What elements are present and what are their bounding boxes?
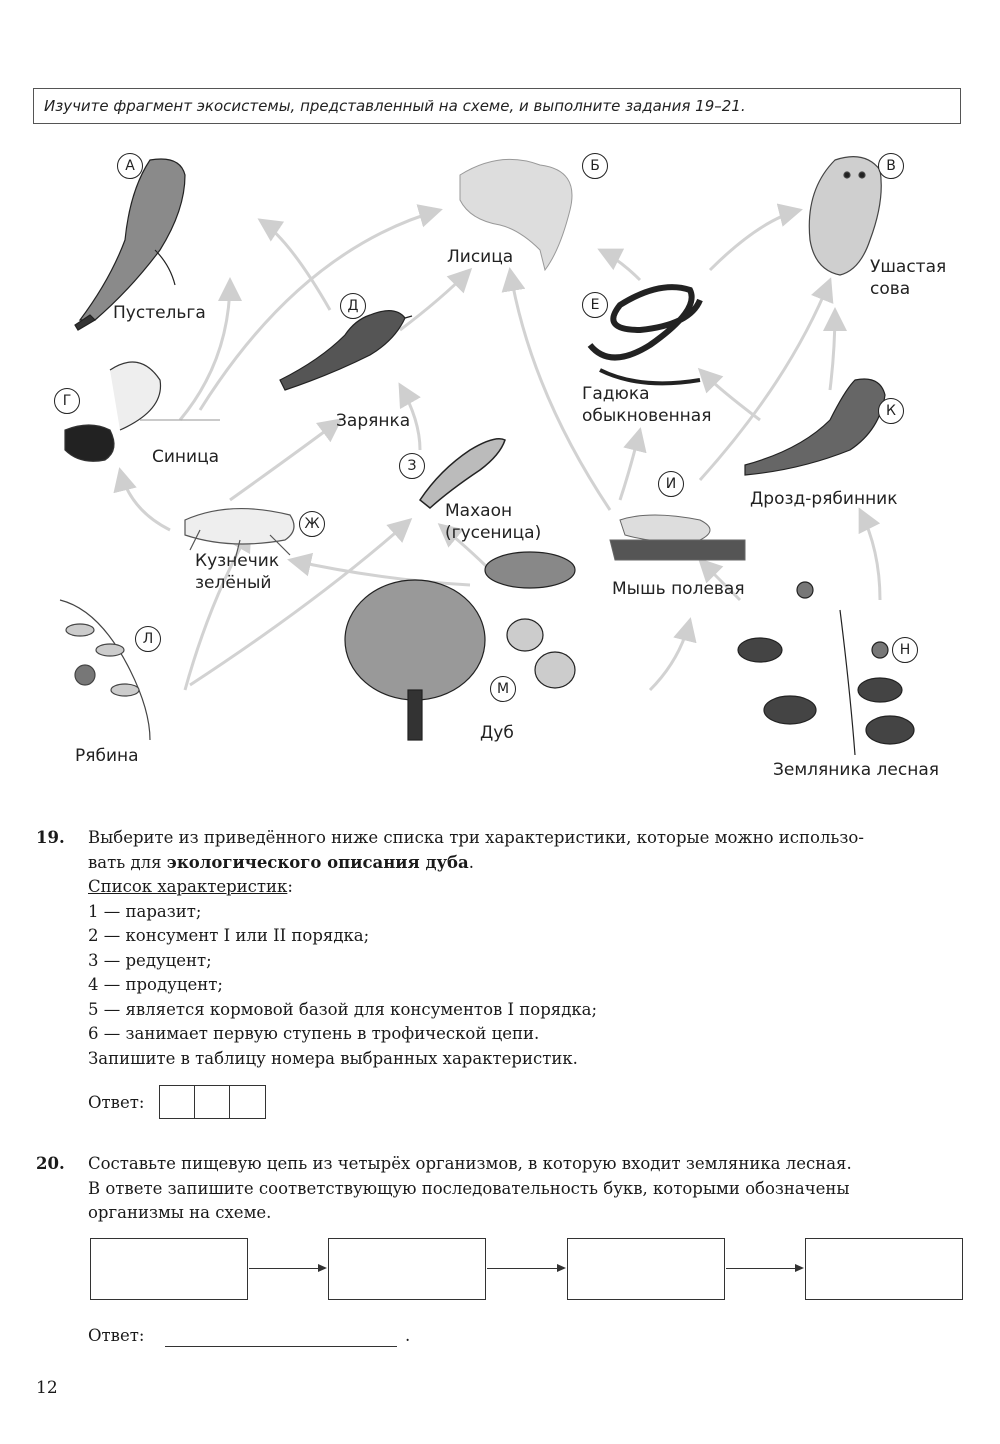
q19-item-5: 5 — является кормовой базой для консументов I порядка; [88,999,598,1019]
label-grasshopper [195,550,279,594]
question-20-number: 20. [36,1154,65,1173]
q19-item-3: 3 — редуцент; [88,950,212,970]
q19-item-1: 1 — паразит; [88,901,202,921]
label-caterpillar-line1: Махаон [445,501,513,521]
oak-illustration [345,552,575,740]
q19-instruction: Запишите в таблицу номера выбранных характеристик. [88,1048,578,1068]
food-chain-box-1[interactable] [90,1238,248,1300]
label-mouse: Мышь полевая [612,579,745,599]
label-grasshopper-line2: зелёный [195,573,272,593]
q20-answer-end: . [405,1326,411,1345]
q19-item-4: 4 — продуцент; [88,975,223,994]
question-20-text [88,1152,966,1226]
q19-answer-cell-1[interactable] [160,1086,195,1118]
label-robin: Зарянка [336,411,411,431]
food-chain-arrow-3 [726,1268,802,1269]
arrow-tit-kestrel [180,280,230,420]
arrow-mouse-viper [620,430,640,500]
arrow-oak-mouse [650,620,690,690]
question-20 [36,1152,966,1226]
arrow-viper-owl [710,210,800,270]
q20-line1: Составьте пищевую цепь из четырёх организмов, в которую входит земляника лесная. [88,1154,852,1173]
q19-line2 [88,851,966,876]
arrow-grasshopper-tit [120,470,170,530]
q19-answer-cell-3[interactable] [230,1086,265,1118]
arrow-robin-kestrel [260,220,330,310]
rowan-illustration [60,600,150,740]
label-kestrel: Пустельга [113,303,206,323]
arrow-robin-fox [400,270,470,330]
letter-circle-z: З [399,453,425,479]
letter-circle-v: В [878,153,904,179]
label-oak: Дуб [480,723,514,743]
letter-circle-m: М [490,676,516,702]
q19-item-6: 6 — занимает первую ступень в трофической цепи. [88,1024,540,1043]
food-chain-arrow-1 [249,1268,325,1269]
q19-list-title: Список характеристик [88,877,288,896]
q20-line2: В ответе запишите соответствующую последовательность букв, которыми обозначены [88,1178,850,1198]
label-owl [870,256,946,300]
q19-answer-table [159,1085,266,1119]
label-caterpillar-line2: (гусеница) [445,523,542,543]
q19-line1: Выберите из приведённого ниже списка три характеристики, которые можно использо- [88,828,864,847]
arrow-oak-grasshopper [290,560,470,585]
food-chain-arrow-2 [487,1268,564,1269]
label-thrush: Дрозд-рябинник [750,489,898,509]
thrush-illustration [745,379,885,475]
q19-line2-start: вать для [88,852,167,872]
label-caterpillar [445,500,541,544]
food-chain-box-3[interactable] [567,1238,725,1300]
instruction-text: Изучите фрагмент экосистемы, представленный на схеме, и выполните задания 19–21. [44,97,746,115]
question-19-text [88,826,966,1071]
arrow-grasshopper-robin [230,420,340,500]
arrow-thrush-owl [830,310,835,390]
q19-bold-phrase: экологического описания дуба [166,852,469,872]
label-viper-line1: Гадюка [582,384,650,404]
letter-circle-g: Г [54,388,80,414]
q19-item-2: 2 — консумент I или II порядка; [88,926,370,945]
letter-circle-e: Е [582,292,608,318]
question-19 [36,826,966,1071]
label-viper [582,383,711,427]
mouse-illustration [610,515,745,560]
label-rowan: Рябина [75,746,139,766]
q19-list-title-line [88,875,966,900]
q19-answer-cell-2[interactable] [195,1086,230,1118]
q20-answer-line[interactable] [165,1346,397,1347]
label-owl-line1: Ушастая [870,257,947,277]
letter-circle-b: Б [582,153,608,179]
q19-answer-label: Ответ: [88,1093,145,1112]
page-number: 12 [36,1378,58,1398]
label-viper-line2: обыкновенная [582,406,712,426]
question-19-number: 19. [36,828,65,847]
robin-illustration [280,311,412,390]
food-chain-box-2[interactable] [328,1238,486,1300]
letter-circle-d: Д [340,293,366,319]
q20-answer-label: Ответ: [88,1326,145,1345]
label-strawberry: Земляника лесная [773,760,939,780]
label-grasshopper-line1: Кузнечик [195,551,280,571]
label-owl-line2: сова [870,279,911,299]
food-chain-box-4[interactable] [805,1238,963,1300]
letter-circle-i: И [658,471,684,497]
arrow-strawberry-thrush [860,510,880,600]
q19-list-title-colon: : [287,877,293,896]
q19-line2-end: . [468,852,474,872]
label-fox: Лисица [447,247,514,267]
q20-line3: организмы на схеме. [88,1203,272,1222]
strawberry-illustration [738,582,914,755]
instruction-box [33,88,961,124]
letter-circle-a: А [117,153,143,179]
label-tit: Синица [152,447,220,467]
letter-circle-k: К [878,398,904,424]
arrow-viper-fox [600,250,640,280]
letter-circle-zh: Ж [299,511,325,537]
caterpillar-illustration [420,439,505,508]
arrow-tit-fox [200,210,440,410]
ecosystem-diagram [0,130,1000,790]
letter-circle-l: Л [135,626,161,652]
letter-circle-n: Н [892,637,918,663]
